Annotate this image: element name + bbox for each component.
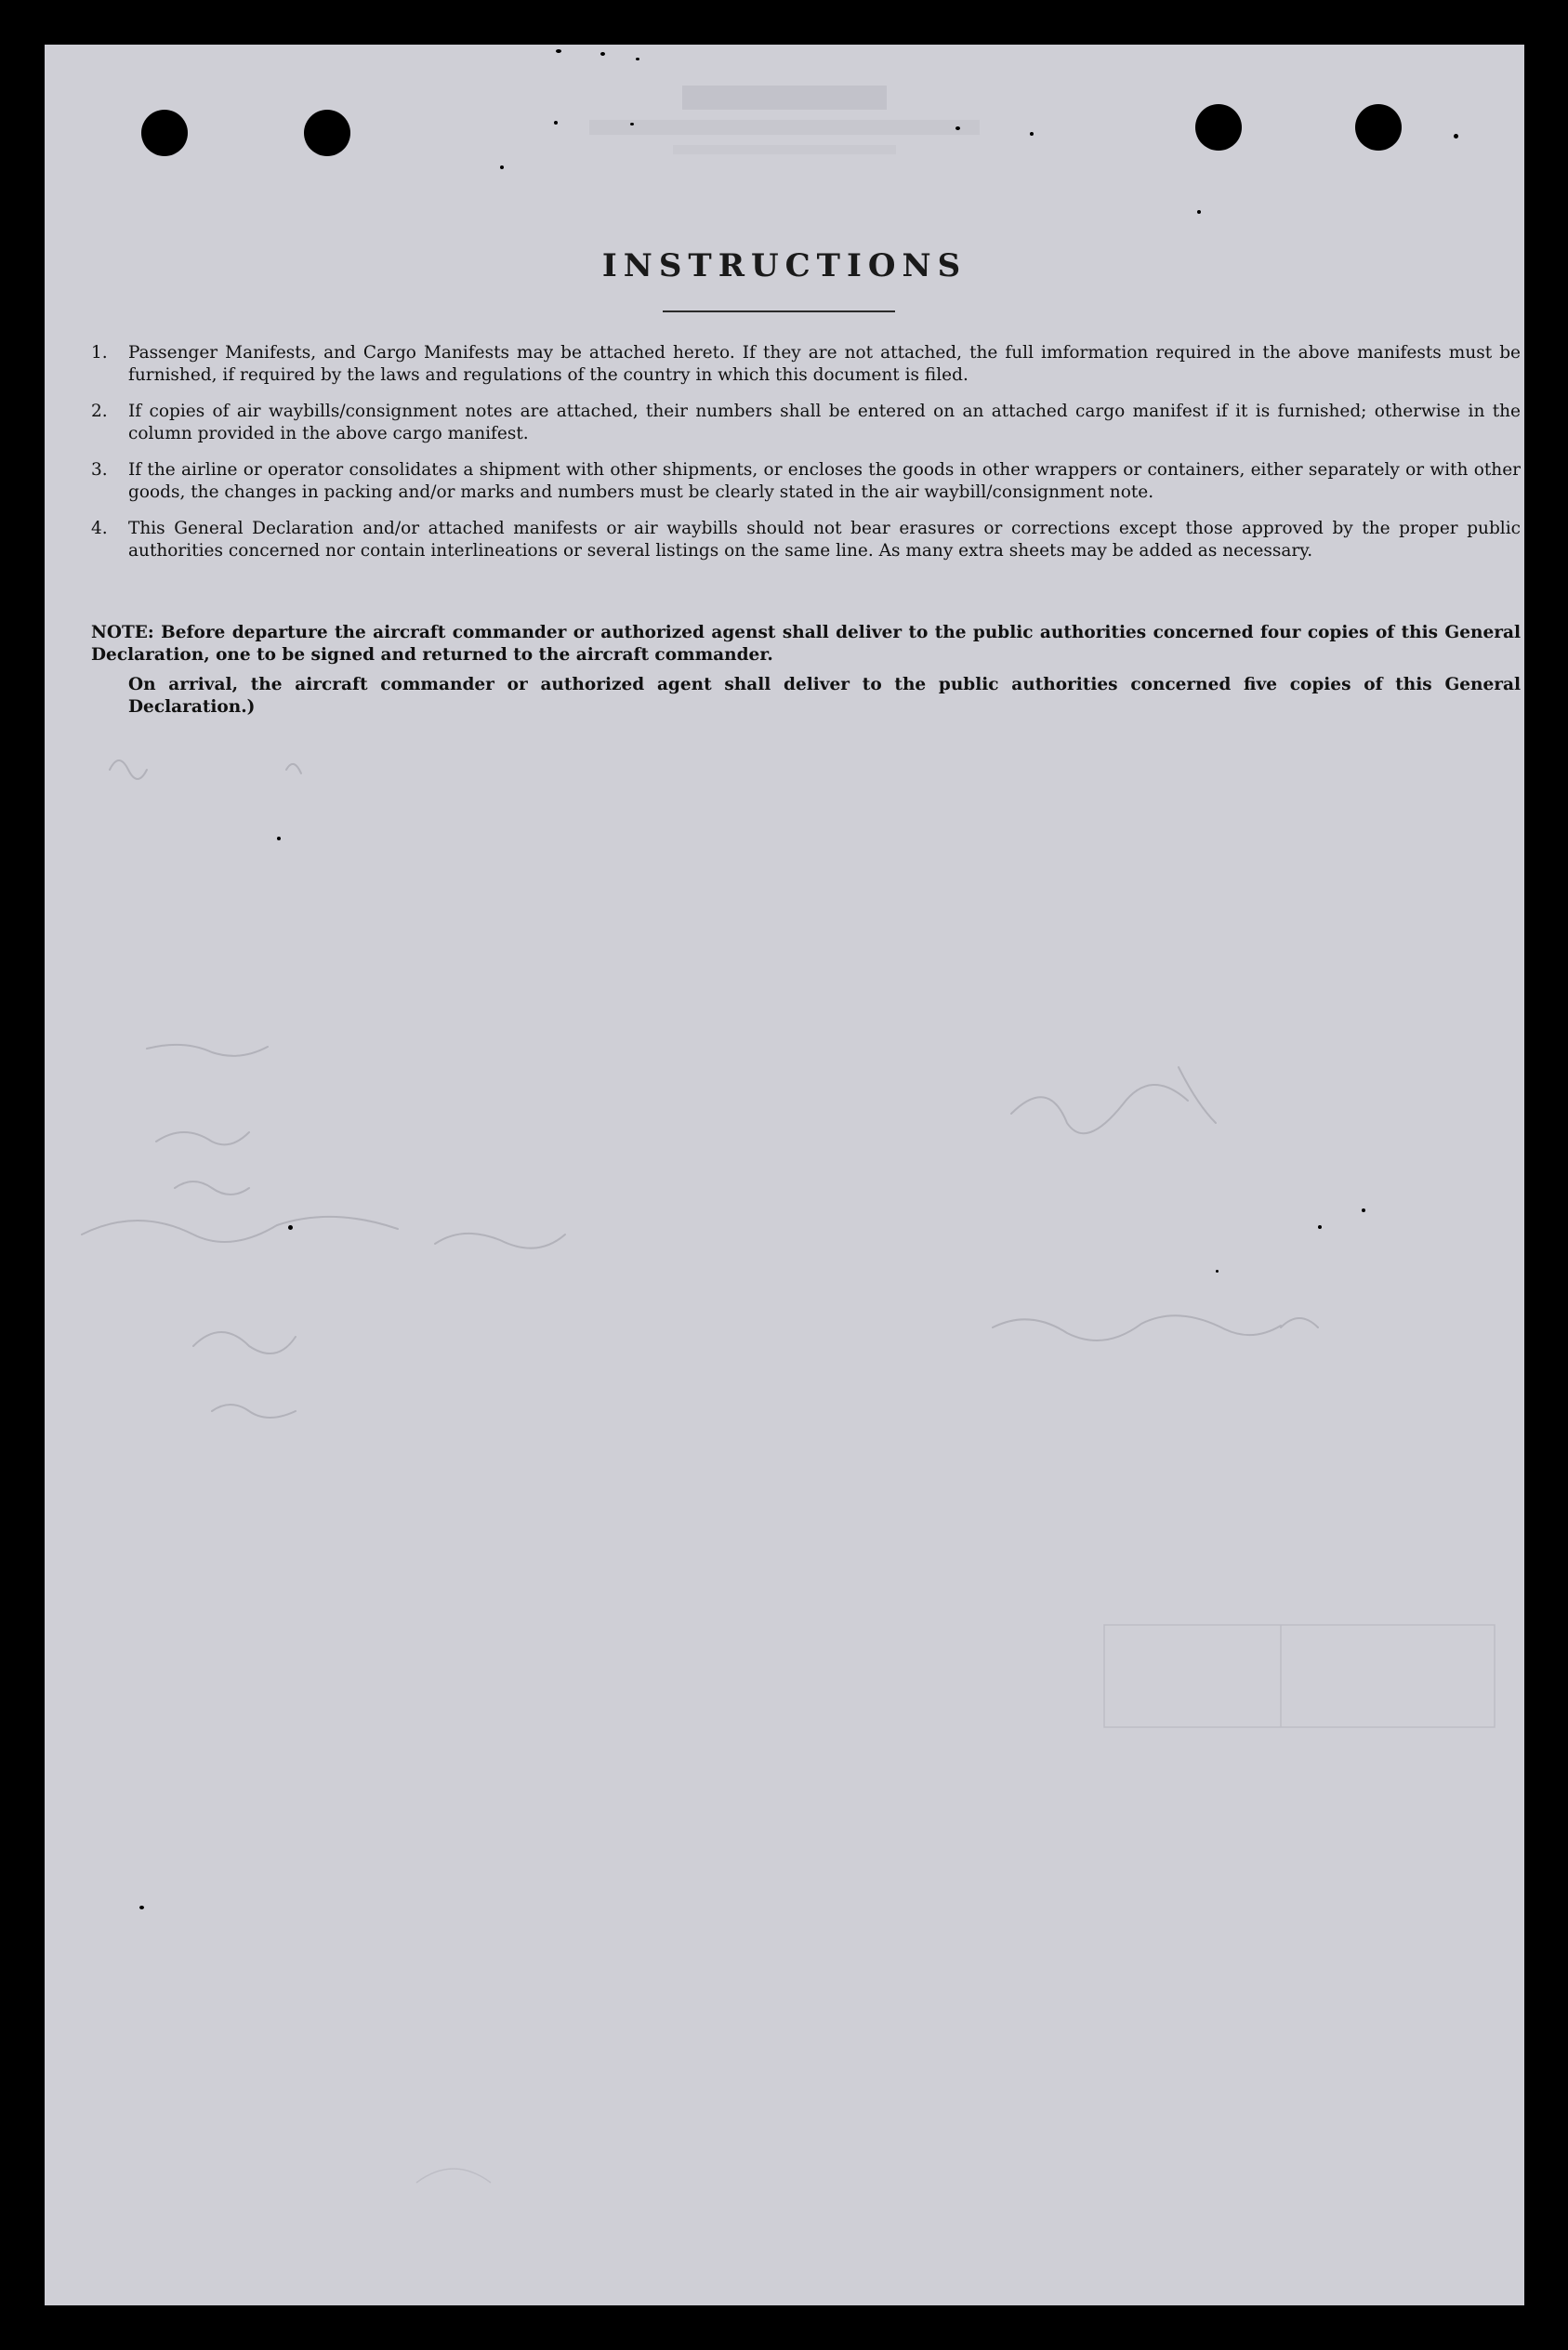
list-item bbox=[91, 518, 1521, 562]
speck bbox=[277, 837, 281, 840]
speck bbox=[288, 1225, 293, 1230]
item-text: If copies of air waybills/consignment notes are attached, their numbers shall be entered on an attached cargo manifest if it is furnished; otherwise in the column provided in the above cargo manifest. bbox=[128, 402, 1521, 443]
item-number: 1. bbox=[91, 343, 108, 363]
item-text: This General Declaration and/or attached manifests or air waybills should not bear erasures or corrections except those approved by the proper public authorities concerned nor contain interlineations or several listings on the same line. As many extra sheets may be added as necessary. bbox=[128, 519, 1521, 561]
item-text: Passenger Manifests, and Cargo Manifests may be attached hereto. If they are not attached, the full imformation required in the above manifests must be furnished, if required by the laws and regulations of the country in which this document is filed. bbox=[128, 343, 1521, 385]
item-number: 4. bbox=[91, 519, 108, 538]
speck bbox=[554, 121, 558, 125]
speck bbox=[1454, 134, 1458, 139]
speck bbox=[1318, 1225, 1322, 1229]
note-arrival-text: On arrival, the aircraft commander or authorized agent shall deliver to the public authorities concerned five copies of this General Declaration.) bbox=[128, 675, 1521, 717]
title-divider bbox=[663, 310, 895, 312]
note-block bbox=[91, 622, 1521, 719]
instructions-list bbox=[91, 342, 1521, 576]
speck bbox=[636, 58, 639, 60]
item-number: 2. bbox=[91, 402, 108, 421]
note-text: Before departure the aircraft commander or authorized agenst shall deliver to the public authorities concerned four copies of this General Declaration, one to be signed and returned to the aircraft commander. bbox=[91, 623, 1521, 665]
bleed-through-header bbox=[45, 86, 1524, 160]
speck bbox=[630, 123, 634, 125]
page-title: INSTRUCTIONS bbox=[601, 247, 968, 284]
speck bbox=[500, 165, 504, 169]
speck bbox=[1216, 1270, 1219, 1273]
item-number: 3. bbox=[91, 460, 108, 480]
speck bbox=[955, 126, 960, 130]
speck bbox=[556, 49, 561, 53]
list-item bbox=[91, 401, 1521, 445]
document-page bbox=[45, 45, 1524, 2305]
list-item bbox=[91, 342, 1521, 387]
speck bbox=[1030, 132, 1034, 136]
item-text: If the airline or operator consolidates a shipment with other shipments, or encloses the goods in other wrappers or containers, either separately or with other goods, the changes in packing and/or marks and numbers must be clearly stated in the air waybill/consignment note. bbox=[128, 460, 1521, 502]
speck bbox=[139, 1906, 144, 1909]
speck bbox=[600, 52, 605, 56]
note-label: NOTE: bbox=[91, 623, 154, 642]
speck bbox=[1197, 210, 1201, 214]
speck bbox=[1362, 1208, 1365, 1212]
list-item bbox=[91, 459, 1521, 504]
